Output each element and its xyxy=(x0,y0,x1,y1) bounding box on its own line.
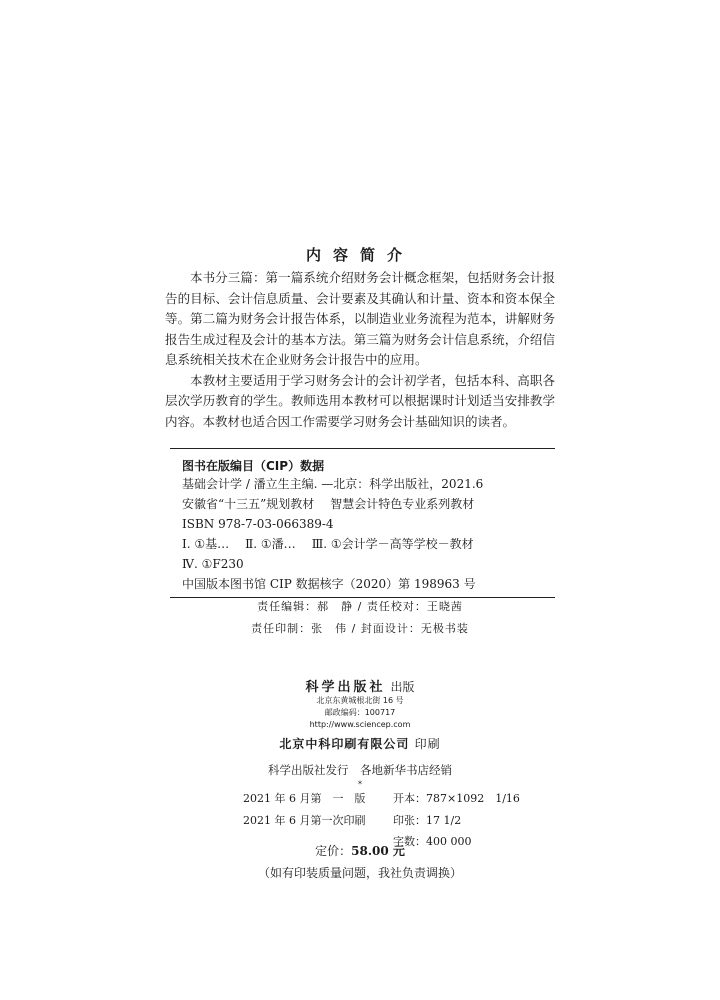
cip-line-classification-4: Ⅳ. ①F230 xyxy=(182,557,244,571)
spec-printing: 2021 年 6 月第一次印刷 xyxy=(243,813,366,827)
cip-line-classification xyxy=(182,534,483,554)
price-line xyxy=(0,842,720,859)
price-value: 58.00 元 xyxy=(351,844,405,858)
editorial-credits xyxy=(0,596,720,640)
printer-suffix: 印刷 xyxy=(414,737,441,751)
credits-line-2: 责任印制：张 伟 / 封面设计：无极书装 xyxy=(251,622,469,635)
page-title: 内容简介 xyxy=(305,246,414,264)
cip-line-record-number: 中国版本图书馆 CIP 数据核字（2020）第 198963 号 xyxy=(182,577,476,591)
credits-line-1: 责任编辑：郝 静 / 责任校对：王晓茜 xyxy=(257,600,463,613)
publisher-block xyxy=(0,676,720,789)
book-summary xyxy=(165,268,555,432)
cip-title: 图书在版编目（CIP）数据 xyxy=(182,459,325,473)
price-label: 定价： xyxy=(315,844,352,858)
cip-line-series xyxy=(182,494,483,514)
spec-sheets: 印张：17 1/2 xyxy=(393,813,462,827)
separator-star: * xyxy=(358,780,362,789)
quality-notice: （如有印装质量问题，我社负责调换） xyxy=(257,866,462,880)
cip-line-title: 基础会计学 / 潘立生主编. —北京：科学出版社，2021.6 xyxy=(182,477,484,491)
cip-class-1: Ⅰ. ①基… xyxy=(182,537,230,551)
spec-edition: 2021 年 6 月第 一 版 xyxy=(243,792,366,805)
publisher-name: 科学出版社 xyxy=(305,680,386,695)
printer-line xyxy=(0,735,720,752)
spec-format: 开本：787×1092 1/16 xyxy=(393,792,520,805)
spec-row-2 xyxy=(243,810,520,832)
publisher-line xyxy=(0,676,720,695)
spec-wordcount: 字数：400 000 xyxy=(393,835,472,848)
cip-record xyxy=(182,474,483,594)
publisher-suffix: 出版 xyxy=(390,680,415,694)
publisher-website: http://www.sciencep.com xyxy=(309,720,411,729)
cip-line-isbn: ISBN 978-7-03-066389-4 xyxy=(182,517,334,531)
summary-paragraph-2: 本教材主要适用于学习财务会计的会计初学者，包括本科、高职各层次学历教育的学生。教师选用本教材可以根据课时计划适当安排教学内容。本教材也适合因工作需要学习财务会计基础知识的读者。 xyxy=(165,372,555,429)
cip-series-2: 智慧会计特色专业系列教材 xyxy=(330,497,475,511)
cip-series-1: 安徽省“十三五”规划教材 xyxy=(182,497,315,511)
summary-paragraph-1: 本书分三篇：第一篇系统介绍财务会计概念框架，包括财务会计报告的目标、会计信息质量、会计要素及其确认和计量、资本和资本保全等。第二篇为财务会计报告体系，以制造业业务流程为范本，讲解财务报告生成过程及会计的基本方法。第三篇为财务会计信息系统，介绍信息系统相关技术在企业财务会计报告中的应用。 xyxy=(165,270,555,367)
cip-top-divider xyxy=(170,448,555,449)
spec-row-1 xyxy=(243,788,520,810)
publisher-address: 北京东黄城根北街 16 号 xyxy=(316,696,404,705)
cip-class-2: Ⅱ. ①潘… xyxy=(245,537,296,551)
cip-class-3: Ⅲ. ①会计学－高等学校－教材 xyxy=(311,537,474,551)
distribution-line: 科学出版社发行 各地新华书店经销 xyxy=(268,763,452,777)
printer-name: 北京中科印刷有限公司 xyxy=(279,737,410,751)
publisher-postcode: 邮政编码：100717 xyxy=(324,708,396,717)
